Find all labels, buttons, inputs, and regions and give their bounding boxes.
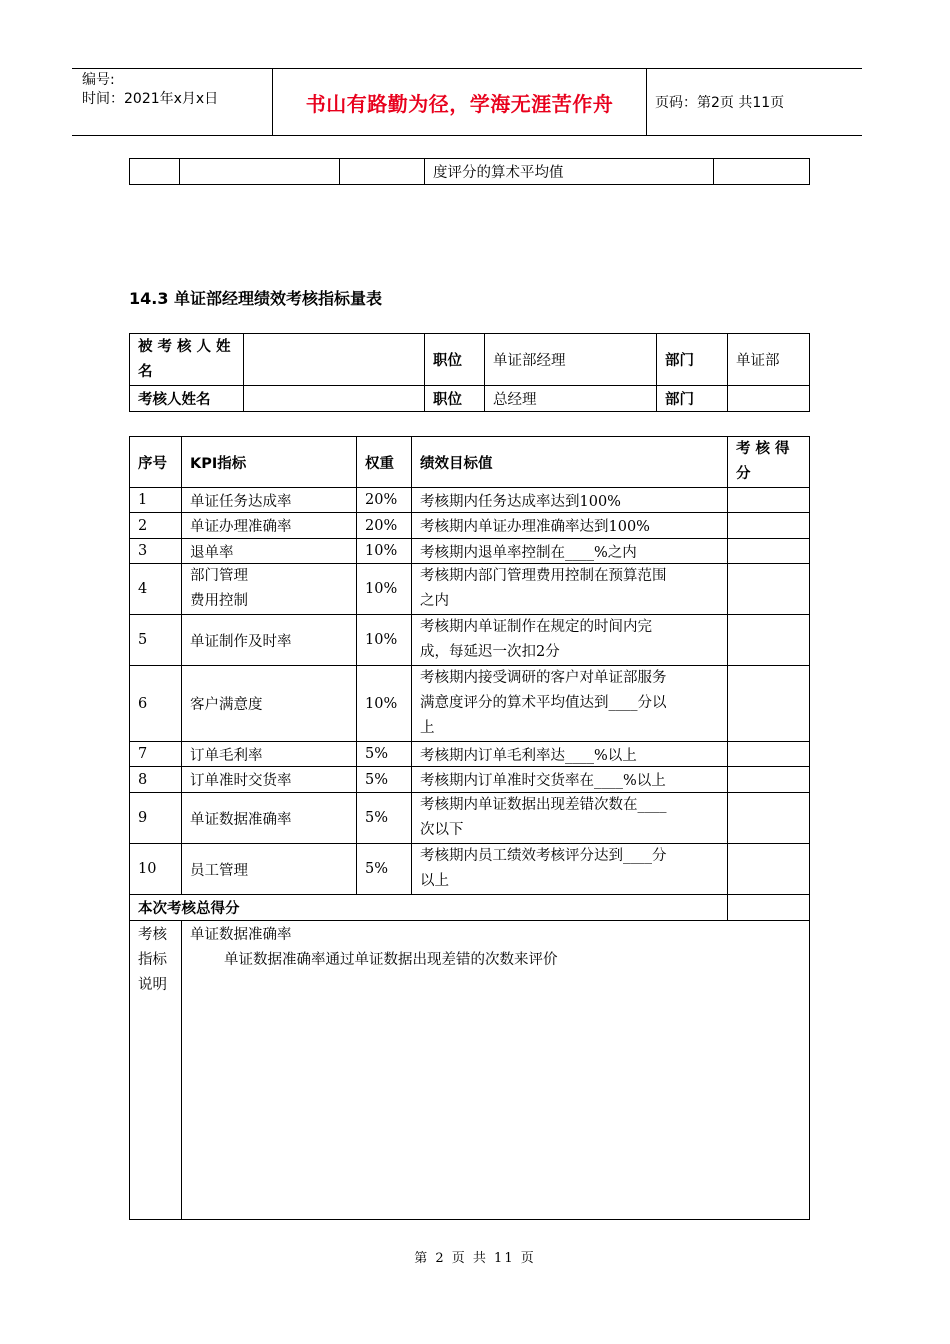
row-target (412, 564, 728, 615)
row-kpi: 退单率 (182, 539, 357, 564)
row-weight: 20% (357, 488, 412, 513)
row-score (728, 564, 810, 615)
row-score (728, 513, 810, 539)
row-weight: 5% (357, 767, 412, 793)
row-seq: 4 (130, 564, 182, 615)
assessee-position-value: 单证部经理 (485, 334, 657, 386)
section-title: 14.3 单证部经理绩效考核指标量表 (129, 289, 383, 308)
row-weight: 10% (357, 615, 412, 666)
table-row (130, 488, 810, 513)
row-target: 考核期内退单率控制在____%之内 (412, 539, 728, 564)
assessor-dept-label: 部门 (657, 386, 728, 412)
row-target-line: 考核期内接受调研的客户对单证部服务 (420, 670, 667, 686)
row-score (728, 742, 810, 767)
header-seq: 序号 (130, 437, 182, 488)
row-target (412, 844, 728, 895)
table-row (130, 334, 810, 386)
table-row (130, 539, 810, 564)
row-weight: 10% (357, 564, 412, 615)
row-kpi-line: 部门管理 (190, 568, 248, 584)
table-row (130, 844, 810, 895)
row-score (728, 666, 810, 742)
header-page-number: 页码：第2页 共11页 (655, 95, 785, 111)
row-kpi: 订单毛利率 (182, 742, 357, 767)
row-target: 考核期内订单毛利率达____%以上 (412, 742, 728, 767)
page-footer: 第 2 页 共 11 页 (414, 1251, 536, 1266)
notes-label (130, 921, 182, 1220)
assessee-name-value (244, 334, 425, 386)
table-row (130, 513, 810, 539)
table-row (130, 564, 810, 615)
row-weight: 5% (357, 844, 412, 895)
row-score (728, 793, 810, 844)
row-seq: 3 (130, 539, 182, 564)
assessee-dept-label: 部门 (657, 334, 728, 386)
notes-label-line: 指标 (138, 952, 167, 968)
row-weight: 10% (357, 539, 412, 564)
notes-row (130, 921, 810, 1220)
row-target: 考核期内任务达成率达到100% (412, 488, 728, 513)
row-kpi: 员工管理 (182, 844, 357, 895)
row-seq: 2 (130, 513, 182, 539)
row-kpi: 单证数据准确率 (182, 793, 357, 844)
assessee-position-label: 职位 (425, 334, 485, 386)
doc-number-label: 编号: (82, 72, 115, 88)
row-target-line: 成，每延迟一次扣2分 (420, 644, 560, 660)
row-score (728, 844, 810, 895)
row-score (728, 615, 810, 666)
notes-label-line: 考核 (138, 927, 167, 943)
doc-time-label: 时间：2021年x月x日 (82, 91, 219, 107)
row-target-line: 考核期内员工绩效考核评分达到____分 (420, 848, 667, 864)
row-target-line: 上 (420, 720, 435, 736)
row-kpi: 客户满意度 (182, 666, 357, 742)
row-target: 考核期内单证办理准确率达到100% (412, 513, 728, 539)
table-row (130, 793, 810, 844)
header-kpi: KPI指标 (182, 437, 357, 488)
row-score (728, 488, 810, 513)
row-target-line: 考核期内部门管理费用控制在预算范围 (420, 568, 667, 584)
kpi-header-row (130, 437, 810, 488)
kpi-table (129, 436, 810, 1220)
row-kpi: 单证制作及时率 (182, 615, 357, 666)
header-target: 绩效目标值 (412, 437, 728, 488)
header-weight: 权重 (357, 437, 412, 488)
header-meta (72, 69, 273, 135)
row-seq: 6 (130, 666, 182, 742)
header-score: 考核得分 (728, 437, 810, 488)
row-weight: 5% (357, 793, 412, 844)
row-kpi-line: 费用控制 (190, 593, 248, 609)
assessor-dept-value (728, 386, 810, 412)
row-target-line: 之内 (420, 593, 449, 609)
row-target-line: 以上 (420, 873, 449, 889)
row-target (412, 615, 728, 666)
previous-table-fragment (129, 158, 810, 185)
row-target (412, 666, 728, 742)
row-seq: 10 (130, 844, 182, 895)
row-seq: 1 (130, 488, 182, 513)
row-seq: 5 (130, 615, 182, 666)
row-target: 考核期内订单准时交货率在____%以上 (412, 767, 728, 793)
row-seq: 8 (130, 767, 182, 793)
info-table (129, 333, 810, 412)
notes-label-line: 说明 (138, 977, 167, 993)
row-score (728, 539, 810, 564)
row-target-line: 考核期内单证制作在规定的时间内完 (420, 619, 652, 635)
total-score-value (728, 895, 810, 921)
row-kpi: 单证任务达成率 (182, 488, 357, 513)
assessor-name-value (244, 386, 425, 412)
row-target (412, 793, 728, 844)
table-cell (340, 159, 425, 185)
row-kpi: 订单准时交货率 (182, 767, 357, 793)
table-row (130, 742, 810, 767)
row-seq: 7 (130, 742, 182, 767)
row-weight: 20% (357, 513, 412, 539)
assessor-name-label: 考核人姓名 (130, 386, 244, 412)
notes-body: 单证数据准确率通过单证数据出现差错的次数来评价 (224, 952, 558, 968)
row-weight: 10% (357, 666, 412, 742)
row-target-line: 次以下 (420, 822, 464, 838)
row-score (728, 767, 810, 793)
row-seq: 9 (130, 793, 182, 844)
row-kpi (182, 564, 357, 615)
table-row (130, 767, 810, 793)
row-weight: 5% (357, 742, 412, 767)
table-row (130, 666, 810, 742)
row-target-line: 考核期内单证数据出现差错次数在____ (420, 797, 667, 813)
header-motto: 书山有路勤为径，学海无涯苦作舟 (273, 69, 647, 135)
table-row (130, 159, 810, 185)
row-target-line: 满意度评分的算术平均值达到____分以 (420, 695, 667, 711)
row-kpi: 单证办理准确率 (182, 513, 357, 539)
notes-title: 单证数据准确率 (190, 927, 292, 943)
table-cell (714, 159, 810, 185)
table-row (130, 386, 810, 412)
total-row (130, 895, 810, 921)
assessor-position-value: 总经理 (485, 386, 657, 412)
assessee-dept-value: 单证部 (728, 334, 810, 386)
table-cell (180, 159, 340, 185)
table-row (130, 615, 810, 666)
page-header (72, 68, 862, 136)
assessor-position-label: 职位 (425, 386, 485, 412)
notes-content (182, 921, 810, 1220)
total-score-label: 本次考核总得分 (130, 895, 728, 921)
fragment-text: 度评分的算术平均值 (425, 159, 714, 185)
table-cell (130, 159, 180, 185)
assessee-name-label: 被考核人姓名 (130, 334, 244, 386)
